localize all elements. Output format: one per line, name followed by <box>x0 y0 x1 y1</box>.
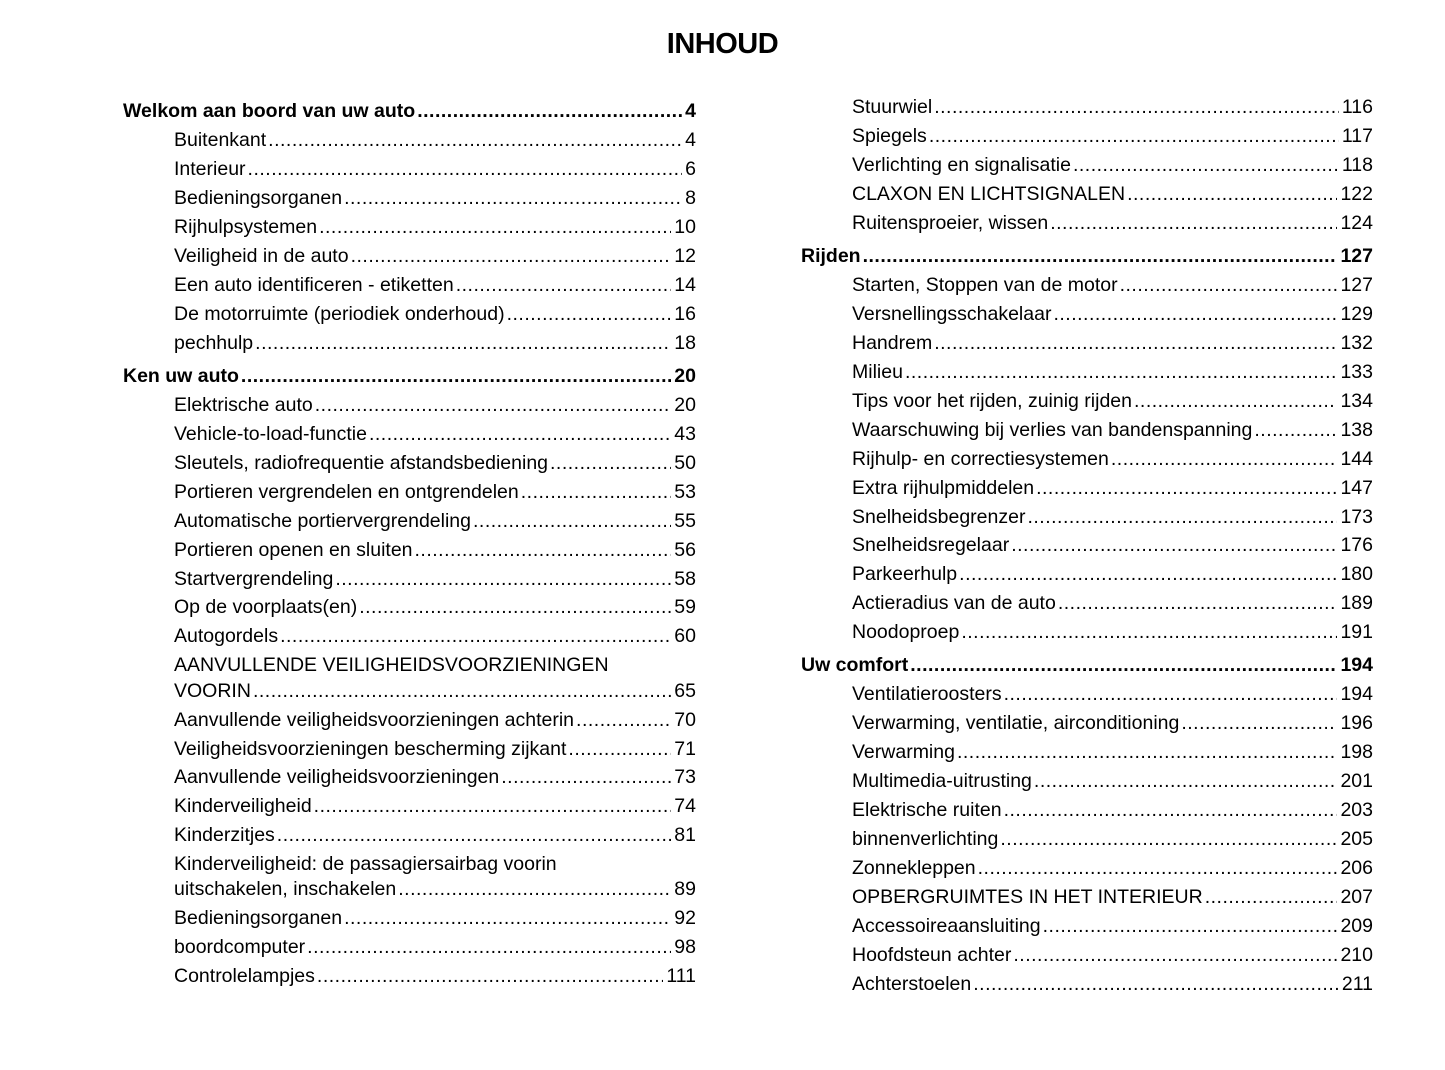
toc-entry[interactable] <box>852 740 1373 764</box>
toc-label: OPBERGRUIMTES IN HET INTERIEUR <box>852 886 1203 908</box>
dot-leader <box>1027 505 1337 529</box>
toc-page-number: 16 <box>674 303 696 325</box>
toc-page-number: 14 <box>674 274 696 296</box>
toc-page-number: 56 <box>674 539 696 561</box>
toc-entry[interactable] <box>852 153 1373 177</box>
toc-page-number: 50 <box>674 452 696 474</box>
toc-entry[interactable] <box>852 505 1373 529</box>
dot-leader <box>1034 769 1338 793</box>
toc-page-number: 116 <box>1341 96 1373 118</box>
toc-page-number: 203 <box>1340 799 1373 821</box>
dot-leader <box>507 302 672 326</box>
toc-label: Snelheidsbegrenzer <box>852 506 1026 528</box>
toc-entry[interactable] <box>174 737 696 761</box>
dot-leader <box>1043 914 1338 938</box>
dot-leader <box>501 765 671 789</box>
dot-leader <box>473 509 671 533</box>
dot-leader <box>1127 182 1337 206</box>
toc-label: Rijhulp- en correctiesystemen <box>852 448 1109 470</box>
dot-leader <box>521 480 672 504</box>
toc-label: Extra rijhulpmiddelen <box>852 477 1035 499</box>
toc-page-number: 55 <box>674 510 696 532</box>
toc-page-number: 129 <box>1340 303 1373 325</box>
toc-page-number: 144 <box>1340 448 1373 470</box>
toc-label: Elektrische ruiten <box>852 799 1002 821</box>
dot-leader <box>959 562 1337 586</box>
toc-page-number: 73 <box>674 766 696 788</box>
toc-label: Aanvullende veiligheidsvoorzieningen achterin <box>174 709 575 731</box>
toc-label: Portieren openen en sluiten <box>174 539 413 561</box>
toc-label: Aanvullende veiligheidsvoorzieningen <box>174 766 500 788</box>
toc-label: Bedieningsorganen <box>174 907 343 929</box>
toc-chapter[interactable] <box>123 364 696 388</box>
dot-leader <box>268 128 682 152</box>
toc-page-number: 194 <box>1340 654 1373 676</box>
dot-leader <box>1120 273 1338 297</box>
dot-leader <box>1134 389 1337 413</box>
toc-entry[interactable] <box>852 95 1373 119</box>
toc-entry[interactable] <box>174 331 696 355</box>
dot-leader <box>241 364 671 388</box>
toc-label: pechhulp <box>174 332 254 354</box>
toc-page-number: 43 <box>674 423 696 445</box>
dot-leader <box>1181 711 1337 735</box>
toc-page-number: 189 <box>1340 592 1373 614</box>
toc-page-number: 71 <box>674 738 696 760</box>
toc-label: Achterstoelen <box>852 973 972 995</box>
toc-page-number: 53 <box>674 481 696 503</box>
toc-page-number: 10 <box>674 216 696 238</box>
dot-leader <box>317 964 663 988</box>
toc-entry[interactable] <box>852 562 1373 586</box>
dot-leader <box>934 95 1339 119</box>
toc-entry[interactable] <box>852 682 1373 706</box>
toc-entry[interactable] <box>852 856 1373 880</box>
toc-entry[interactable] <box>174 935 696 959</box>
dot-leader <box>277 823 672 847</box>
toc-page-number: 198 <box>1340 741 1373 763</box>
dot-leader <box>1058 591 1338 615</box>
toc-page-number: 70 <box>674 709 696 731</box>
dot-leader <box>398 877 671 901</box>
toc-label: Interieur <box>174 158 246 180</box>
dot-leader <box>319 215 671 239</box>
toc-label: Stuurwiel <box>852 96 933 118</box>
toc-entry[interactable] <box>174 906 696 930</box>
toc-label: Waarschuwing bij verlies van bandenspanning <box>852 419 1253 441</box>
dot-leader <box>1013 943 1337 967</box>
toc-entry[interactable] <box>174 708 696 732</box>
dot-leader <box>576 708 671 732</box>
dot-leader <box>1073 153 1339 177</box>
toc-label: VOORIN <box>174 680 251 702</box>
toc-page-number: 4 <box>685 100 696 122</box>
toc-entry[interactable] <box>852 972 1373 996</box>
toc-label: Parkeerhulp <box>852 563 958 585</box>
toc-label: Versnellingsschakelaar <box>852 303 1052 325</box>
toc-chapter[interactable] <box>123 99 696 123</box>
toc-entry[interactable] <box>174 765 696 789</box>
toc-page-number: 92 <box>674 907 696 929</box>
toc-entry[interactable] <box>852 273 1373 297</box>
toc-label: Rijden <box>801 245 861 267</box>
toc-label: Op de voorplaats(en) <box>174 596 358 618</box>
toc-page-number: 124 <box>1340 212 1373 234</box>
toc-label: uitschakelen, inschakelen <box>174 878 397 900</box>
dot-leader <box>961 620 1337 644</box>
dot-leader <box>929 124 1339 148</box>
toc-label: Sleutels, radiofrequentie afstandsbediening <box>174 452 549 474</box>
dot-leader <box>415 538 672 562</box>
toc-page-number: 127 <box>1340 274 1373 296</box>
toc-page-number: 117 <box>1341 125 1373 147</box>
toc-page-number: 8 <box>685 187 696 209</box>
toc-entry[interactable] <box>852 798 1373 822</box>
dot-leader <box>957 740 1337 764</box>
toc-page-number: 6 <box>685 158 696 180</box>
toc-label: Controlelampjes <box>174 965 315 987</box>
toc-entry[interactable] <box>174 186 696 210</box>
toc-page-number: 206 <box>1340 857 1373 879</box>
toc-entry[interactable] <box>174 538 696 562</box>
toc-entry[interactable] <box>852 769 1373 793</box>
toc-page-number: 133 <box>1340 361 1373 383</box>
toc-label: Verwarming, ventilatie, airconditioning <box>852 712 1180 734</box>
dot-leader <box>359 595 671 619</box>
toc-label: Autogordels <box>174 625 279 647</box>
dot-leader <box>369 422 671 446</box>
toc-entry[interactable] <box>174 393 696 417</box>
toc-page-number: 176 <box>1340 534 1373 556</box>
toc-label: Ken uw auto <box>123 365 239 387</box>
toc-label: Een auto identificeren - etiketten <box>174 274 454 296</box>
toc-label: Tips voor het rijden, zuinig rijden <box>852 390 1132 412</box>
toc-label: Starten, Stoppen van de motor <box>852 274 1118 296</box>
toc-label: Accessoireaansluiting <box>852 915 1041 937</box>
toc-label: Vehicle-to-load-functie <box>174 423 367 445</box>
toc-entry[interactable] <box>174 215 696 239</box>
toc-page-number: 196 <box>1340 712 1373 734</box>
toc-entry[interactable] <box>174 128 696 152</box>
toc-page-number: 180 <box>1340 563 1373 585</box>
toc-label: Bedieningsorganen <box>174 187 343 209</box>
dot-leader <box>978 856 1338 880</box>
toc-entry[interactable] <box>852 182 1373 206</box>
toc-label: Veiligheidsvoorzieningen bescherming zijkant <box>174 738 567 760</box>
toc-entry[interactable] <box>852 591 1373 615</box>
toc-entry[interactable] <box>174 794 696 818</box>
toc-entry[interactable] <box>174 422 696 446</box>
toc-entry[interactable] <box>174 595 696 619</box>
toc-entry[interactable] <box>852 389 1373 413</box>
dot-leader <box>344 906 671 930</box>
toc-entry[interactable] <box>174 964 696 988</box>
toc-page-number: 173 <box>1340 506 1373 528</box>
toc-entry[interactable] <box>852 331 1373 355</box>
toc-page-number: 18 <box>674 332 696 354</box>
toc-page-number: 210 <box>1340 944 1373 966</box>
toc-page-number: 191 <box>1340 621 1373 643</box>
dot-leader <box>550 451 671 475</box>
toc-label-line1: AANVULLENDE VEILIGHEIDSVOORZIENINGEN <box>174 654 609 676</box>
toc-page-number: 89 <box>674 878 696 900</box>
toc-page-number: 81 <box>674 824 696 846</box>
toc-entry[interactable] <box>174 567 696 591</box>
toc-entry[interactable] <box>174 157 696 181</box>
toc-entry[interactable] <box>852 711 1373 735</box>
toc-label: Buitenkant <box>174 129 267 151</box>
dot-leader <box>863 244 1338 268</box>
dot-leader <box>1050 211 1337 235</box>
toc-entry[interactable] <box>174 273 696 297</box>
toc-page-number: 12 <box>674 245 696 267</box>
toc-label: Startvergrendeling <box>174 568 334 590</box>
dot-leader <box>1036 476 1337 500</box>
toc-label: Ruitensproeier, wissen <box>852 212 1049 234</box>
toc-entry[interactable] <box>852 914 1373 938</box>
toc-page-number: 205 <box>1340 828 1373 850</box>
toc-entry[interactable] <box>174 679 696 703</box>
toc-label: De motorruimte (periodiek onderhoud) <box>174 303 505 325</box>
dot-leader <box>456 273 672 297</box>
toc-label: Automatische portiervergrendeling <box>174 510 471 532</box>
dot-leader <box>351 244 672 268</box>
toc-label: Verwarming <box>852 741 955 763</box>
toc-page-number: 20 <box>674 365 696 387</box>
toc-entry[interactable] <box>852 302 1373 326</box>
toc-label: Milieu <box>852 361 903 383</box>
toc-page-number: 111 <box>666 965 696 987</box>
dot-leader <box>315 393 672 417</box>
dot-leader <box>344 186 682 210</box>
toc-page-number: 4 <box>685 129 696 151</box>
dot-leader <box>314 794 672 818</box>
toc-entry[interactable] <box>852 885 1373 909</box>
dot-leader <box>253 679 671 703</box>
toc-label: Kinderveiligheid <box>174 795 312 817</box>
toc-entry[interactable] <box>174 302 696 326</box>
toc-label: Noodoproep <box>852 621 960 643</box>
toc-entry[interactable] <box>852 620 1373 644</box>
toc-entry[interactable] <box>852 533 1373 557</box>
toc-label: Portieren vergrendelen en ontgrendelen <box>174 481 519 503</box>
toc-label: Welkom aan boord van uw auto <box>123 100 416 122</box>
toc-page-number: 98 <box>674 936 696 958</box>
toc-entry[interactable] <box>174 823 696 847</box>
toc-entry[interactable] <box>174 624 696 648</box>
toc-page-number: 134 <box>1340 390 1373 412</box>
toc-entry[interactable] <box>852 447 1373 471</box>
toc-page-number: 201 <box>1340 770 1373 792</box>
dot-leader <box>280 624 671 648</box>
toc-page-number: 59 <box>674 596 696 618</box>
toc-label: Zonnekleppen <box>852 857 976 879</box>
toc-entry[interactable] <box>852 124 1373 148</box>
toc-page-number: 122 <box>1340 183 1373 205</box>
toc-entry[interactable] <box>174 877 696 901</box>
toc-entry[interactable] <box>852 360 1373 384</box>
dot-leader <box>910 653 1337 677</box>
toc-entry[interactable] <box>852 211 1373 235</box>
dot-leader <box>335 567 671 591</box>
dot-leader <box>905 360 1338 384</box>
toc-entry[interactable] <box>174 244 696 268</box>
dot-leader <box>417 99 682 123</box>
toc-page-number: 118 <box>1341 154 1373 176</box>
dot-leader <box>1004 798 1338 822</box>
toc-label: Ventilatieroosters <box>852 683 1002 705</box>
toc-page-number: 60 <box>674 625 696 647</box>
toc-entry[interactable] <box>174 509 696 533</box>
toc-label: Rijhulpsystemen <box>174 216 318 238</box>
toc-entry[interactable] <box>852 827 1373 851</box>
toc-page-number: 209 <box>1340 915 1373 937</box>
dot-leader <box>1011 533 1337 557</box>
toc-entry[interactable] <box>852 943 1373 967</box>
toc-page-number: 58 <box>674 568 696 590</box>
toc-label: Handrem <box>852 332 933 354</box>
dot-leader <box>1053 302 1337 326</box>
toc-label: Hoofdsteun achter <box>852 944 1012 966</box>
toc-label: Actieradius van de auto <box>852 592 1056 614</box>
dot-leader <box>248 157 683 181</box>
dot-leader <box>934 331 1337 355</box>
dot-leader <box>1004 682 1338 706</box>
toc-entry[interactable] <box>852 418 1373 442</box>
dot-leader <box>1000 827 1337 851</box>
toc-label: Elektrische auto <box>174 394 313 416</box>
toc-label-line1: Kinderveiligheid: de passagiersairbag voorin <box>174 853 557 875</box>
toc-label: Snelheidsregelaar <box>852 534 1010 556</box>
toc-label: CLAXON EN LICHTSIGNALEN <box>852 183 1126 205</box>
toc-page-number: 132 <box>1340 332 1373 354</box>
toc-entry[interactable] <box>852 476 1373 500</box>
toc-entry[interactable] <box>174 451 696 475</box>
toc-label: binnenverlichting <box>852 828 999 850</box>
toc-label: Kinderzitjes <box>174 824 275 846</box>
toc-label: Multimedia-uitrusting <box>852 770 1032 792</box>
toc-page-number: 20 <box>674 394 696 416</box>
toc-chapter[interactable] <box>801 653 1373 677</box>
toc-chapter[interactable] <box>801 244 1373 268</box>
toc-page-number: 147 <box>1340 477 1373 499</box>
toc-entry[interactable] <box>174 480 696 504</box>
toc-label: Veiligheid in de auto <box>174 245 349 267</box>
dot-leader <box>973 972 1339 996</box>
toc-label: Verlichting en signalisatie <box>852 154 1071 176</box>
dot-leader <box>568 737 671 761</box>
dot-leader <box>1205 885 1338 909</box>
toc-page-number: 207 <box>1340 886 1373 908</box>
dot-leader <box>255 331 671 355</box>
toc-page-number: 138 <box>1340 419 1373 441</box>
dot-leader <box>1254 418 1337 442</box>
toc-label: boordcomputer <box>174 936 306 958</box>
toc-label: Uw comfort <box>801 654 909 676</box>
toc-page-number: 65 <box>674 680 696 702</box>
dot-leader <box>1111 447 1338 471</box>
toc-page-number: 74 <box>674 795 696 817</box>
toc-page-number: 211 <box>1341 973 1373 995</box>
dot-leader <box>307 935 671 959</box>
page-title: INHOUD <box>666 28 779 60</box>
toc-page-number: 194 <box>1340 683 1373 705</box>
toc-page-number: 127 <box>1340 245 1373 267</box>
toc-label: Spiegels <box>852 125 927 147</box>
